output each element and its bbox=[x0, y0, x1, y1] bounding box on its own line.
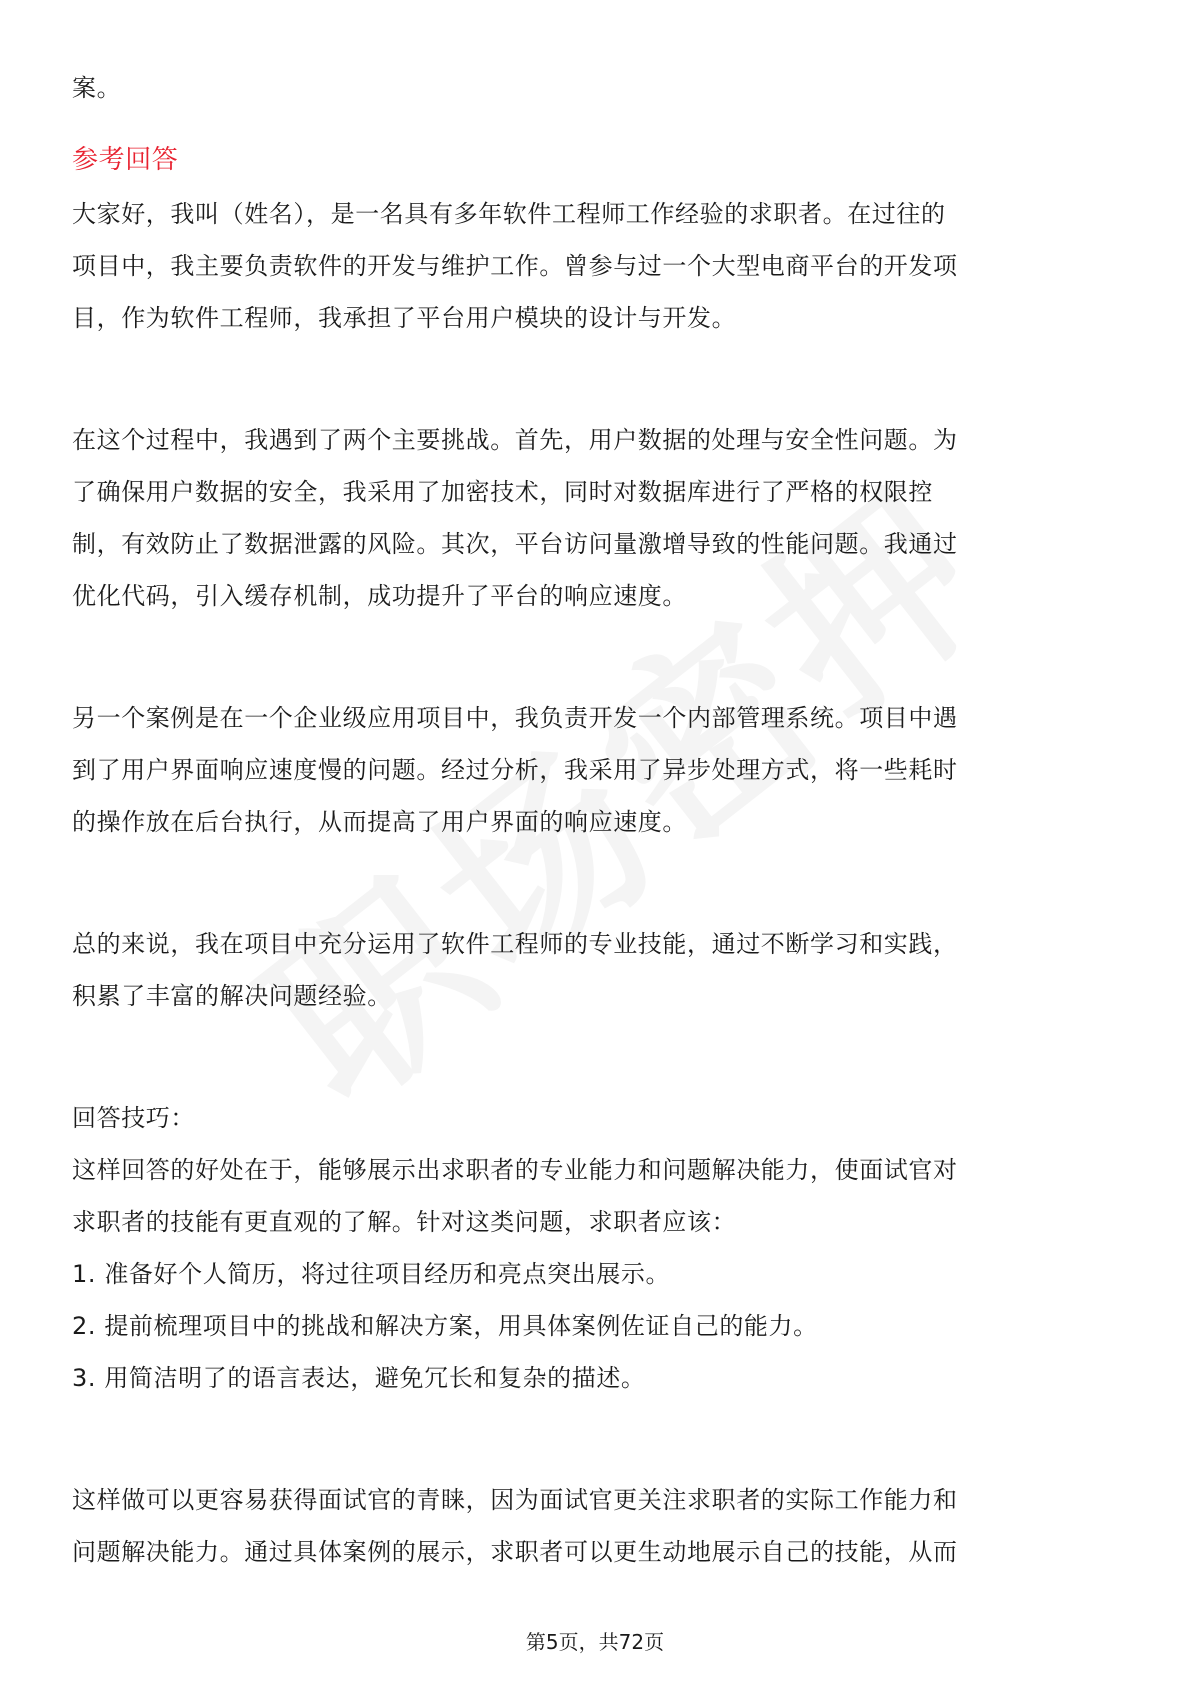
text-line: 目，作为软件工程师，我承担了平台用户模块的设计与开发。 bbox=[72, 304, 737, 332]
text-line: 优化代码，引入缓存机制，成功提升了平台的响应速度。 bbox=[72, 582, 687, 610]
text-line: 积累了丰富的解决问题经验。 bbox=[72, 982, 392, 1010]
text-line: 这样做可以更容易获得面试官的青睐，因为面试官更关注求职者的实际工作能力和 bbox=[72, 1486, 958, 1514]
continuation-text: 案。 bbox=[72, 74, 122, 102]
closing-paragraph bbox=[72, 1474, 1118, 1578]
text-line: 求职者的技能有更直观的了解。针对这类问题，求职者应该： bbox=[72, 1208, 737, 1236]
text-line: 制，有效防止了数据泄露的风险。其次，平台访问量激增导致的性能问题。我通过 bbox=[72, 530, 958, 558]
tips-section bbox=[72, 1092, 1118, 1404]
text-line: 另一个案例是在一个企业级应用项目中，我负责开发一个内部管理系统。项目中遇 bbox=[72, 704, 958, 732]
page-content bbox=[72, 62, 1118, 1578]
tip-item: 3. 用简洁明了的语言表达，避免冗长和复杂的描述。 bbox=[72, 1364, 646, 1392]
page-number-footer: 第5页，共72页 bbox=[525, 1630, 665, 1654]
tips-heading: 回答技巧： bbox=[72, 1104, 195, 1132]
tip-item: 1. 准备好个人简历，将过往项目经历和亮点突出展示。 bbox=[72, 1260, 671, 1288]
text-line: 了确保用户数据的安全，我采用了加密技术，同时对数据库进行了严格的权限控 bbox=[72, 478, 933, 506]
text-line: 的操作放在后台执行，从而提高了用户界面的响应速度。 bbox=[72, 808, 687, 836]
text-line: 问题解决能力。通过具体案例的展示，求职者可以更生动地展示自己的技能，从而 bbox=[72, 1538, 958, 1566]
answer-paragraph-2 bbox=[72, 414, 1118, 622]
tip-item: 2. 提前梳理项目中的挑战和解决方案，用具体案例佐证自己的能力。 bbox=[72, 1312, 818, 1340]
text-line: 到了用户界面响应速度慢的问题。经过分析，我采用了异步处理方式，将一些耗时 bbox=[72, 756, 958, 784]
text-line: 总的来说，我在项目中充分运用了软件工程师的专业技能，通过不断学习和实践， bbox=[72, 930, 958, 958]
reference-answer-heading: 参考回答 bbox=[72, 145, 179, 175]
answer-paragraph-3 bbox=[72, 692, 1118, 848]
text-line: 这样回答的好处在于，能够展示出求职者的专业能力和问题解决能力，使面试官对 bbox=[72, 1156, 958, 1184]
answer-paragraph-4 bbox=[72, 918, 1118, 1022]
text-line: 在这个过程中，我遇到了两个主要挑战。首先，用户数据的处理与安全性问题。为 bbox=[72, 426, 958, 454]
text-line: 项目中，我主要负责软件的开发与维护工作。曾参与过一个大型电商平台的开发项 bbox=[72, 252, 958, 280]
text-line: 大家好，我叫（姓名），是一名具有多年软件工程师工作经验的求职者。在过往的 bbox=[72, 200, 946, 228]
answer-paragraph-1 bbox=[72, 188, 1118, 344]
